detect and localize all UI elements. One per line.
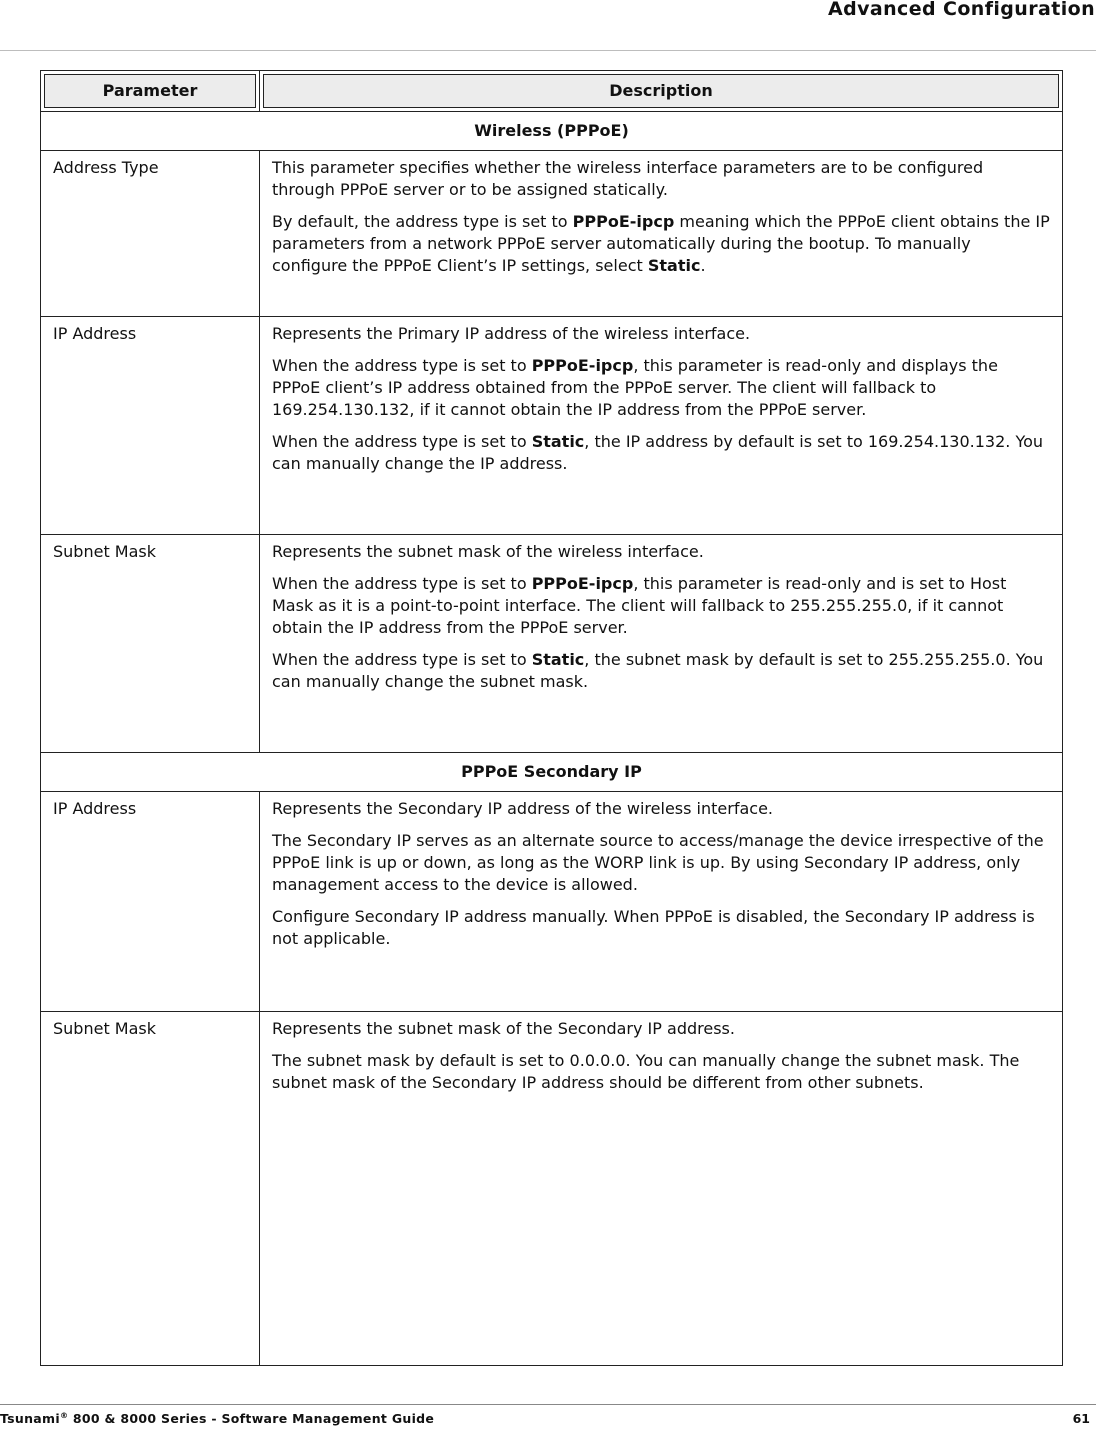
text-run: When the address type is set to [272, 432, 532, 451]
section-row [41, 753, 1063, 792]
text-run: When the address type is set to [272, 650, 532, 669]
text-run: When the address type is set to [272, 356, 532, 375]
table-row [41, 1012, 1063, 1366]
page-header [0, 0, 1096, 51]
description-paragraph: Configure Secondary IP address manually. When PPPoE is disabled, the Secondary IP address is not applicable. [272, 907, 1035, 948]
description-paragraph [272, 431, 1050, 475]
bold-term: PPPoE-ipcp [531, 574, 634, 593]
description-paragraph: Represents the Secondary IP address of the wireless interface. [272, 799, 773, 818]
text-run: By default, the address type is set to [272, 212, 573, 231]
bold-term: PPPoE-ipcp [531, 356, 634, 375]
description-cell [260, 317, 1063, 535]
section-title-pppoe-secondary-ip: PPPoE Secondary IP [41, 753, 1063, 792]
description-paragraph [272, 649, 1050, 693]
description-cell [260, 151, 1063, 317]
product-name: Tsunami [0, 1411, 60, 1427]
guide-name: 800 & 8000 Series - Software Management Guide [68, 1411, 435, 1427]
section-row [41, 112, 1063, 151]
bold-term: Static [531, 432, 585, 451]
section-title-wireless-pppoe: Wireless (PPPoE) [41, 112, 1063, 151]
description-cell [260, 1012, 1063, 1366]
param-cell: Subnet Mask [41, 1012, 260, 1366]
page-footer [0, 1404, 1096, 1429]
text-run: meaning which the PPPoE client obtains the IP parameters from a network PPPoE server automatically during the bootup. To manually configure the PPPoE Client’s IP settings, select [272, 212, 1050, 275]
param-cell: IP Address [41, 317, 260, 535]
text-run: , this parameter is read-only and is set to Host Mask as it is a point-to-point interface. The client will fallback to 255.255.255.0, if it cannot obtain the IP address from the PPPoE server. [272, 574, 1007, 637]
table-row [41, 151, 1063, 317]
table-row [41, 792, 1063, 1012]
footer-guide-title [0, 1411, 434, 1426]
page-number: 61 [1072, 1411, 1090, 1426]
column-header-description: Description [260, 71, 1063, 112]
table-header-row [41, 71, 1063, 112]
bold-term: Static [531, 650, 585, 669]
bold-term: PPPoE-ipcp [572, 212, 675, 231]
text-run: , the subnet mask by default is set to 255.255.255.0. You can manually change the subnet mask. [272, 650, 1044, 691]
text-run: , this parameter is read-only and displays the PPPoE client’s IP address obtained from the PPPoE server. The client will fallback to 169.254.130.132, if it cannot obtain the IP address from the PPPoE server. [272, 356, 998, 419]
param-cell: Address Type [41, 151, 260, 317]
text-run: , the IP address by default is set to 169.254.130.132. You can manually change the IP address. [272, 432, 1044, 473]
description-paragraph: Represents the Primary IP address of the wireless interface. [272, 324, 751, 343]
table-row [41, 317, 1063, 535]
description-cell [260, 535, 1063, 753]
description-paragraph: Represents the subnet mask of the wireless interface. [272, 542, 704, 561]
description-paragraph [272, 355, 1050, 421]
description-paragraph [272, 211, 1050, 277]
column-header-parameter: Parameter [41, 71, 260, 112]
registered-mark: ® [59, 1411, 69, 1420]
description-paragraph: Represents the subnet mask of the Secondary IP address. [272, 1019, 735, 1038]
text-run: . [700, 256, 706, 275]
param-cell: Subnet Mask [41, 535, 260, 753]
chapter-title: Advanced Configuration [828, 0, 1095, 20]
description-paragraph: The subnet mask by default is set to 0.0.0.0. You can manually change the subnet mask. The subnet mask of the Secondary IP address should be different from other subnets. [272, 1051, 1020, 1092]
description-paragraph: The Secondary IP serves as an alternate source to access/manage the device irrespective of the PPPoE link is up or down, as long as the WORP link is up. By using Secondary IP address, only management access to the device is allowed. [272, 831, 1044, 894]
bold-term: Static [647, 256, 701, 275]
text-run: When the address type is set to [272, 574, 532, 593]
description-paragraph [272, 573, 1050, 639]
description-cell [260, 792, 1063, 1012]
parameter-table [40, 70, 1063, 1366]
param-cell: IP Address [41, 792, 260, 1012]
description-paragraph: This parameter specifies whether the wireless interface parameters are to be configured through PPPoE server or to be assigned statically. [272, 158, 984, 199]
table-row [41, 535, 1063, 753]
